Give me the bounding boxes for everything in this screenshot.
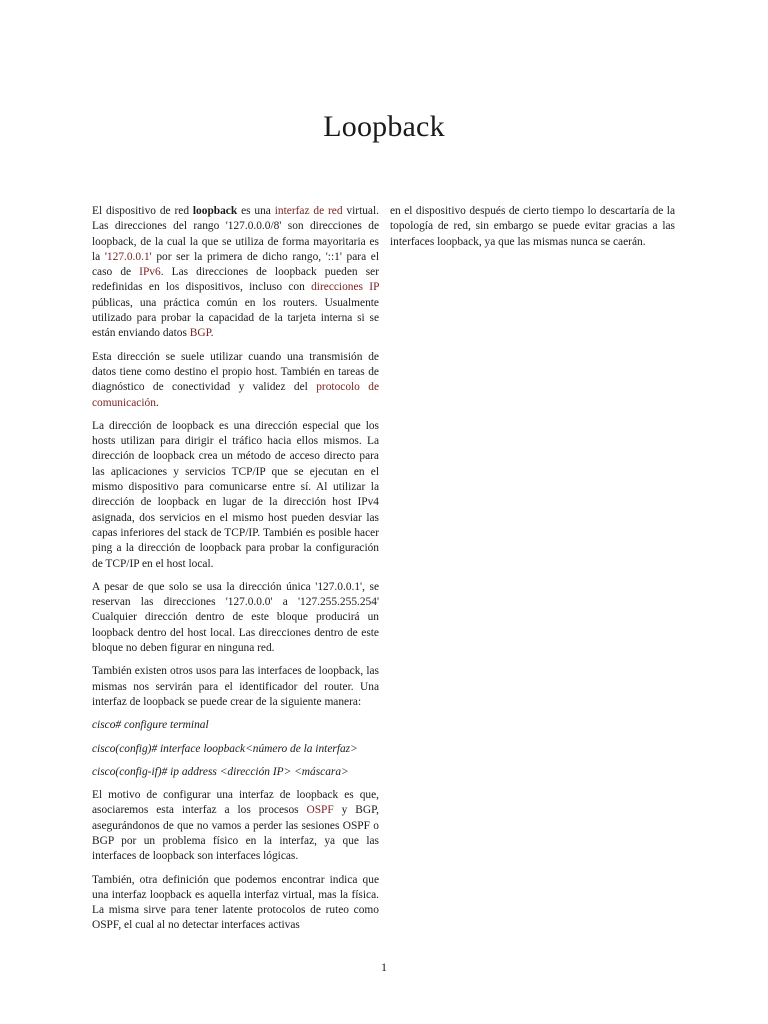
paragraph-usage — [92, 350, 379, 411]
link-direcciones-ip[interactable]: direcciones IP — [311, 281, 379, 294]
text-span: Esta dirección se suele utilizar cuando una transmisión de datos tiene como destino el propio host. También en tareas de diagnóstico de conectividad y validez del — [92, 350, 379, 394]
link-ospf[interactable]: OSPF — [306, 804, 334, 817]
code-line-ip-address: cisco(config-if)# ip address <dirección IP> <máscara> — [92, 765, 349, 778]
text-span: públicas, una práctica común en los routers. Usualmente utilizado para probar la capacidad de la tarjeta interna si se están enviando datos — [92, 296, 379, 340]
text-span: y BGP, asegurándonos de que no vamos a perder las sesiones OSPF o BGP por un problema físico en la interfaz, ya que las interfaces de loopback son interfaces lógicas. — [92, 804, 380, 863]
text-span: . — [155, 396, 159, 409]
page-number: 1 — [381, 960, 387, 974]
paragraph-special-address: La dirección de loopback es una dirección especial que los hosts utilizan para dirigir el tráfico hacia ellos mismos. La dirección de loopback crea un método de acceso directo para las aplicaciones y servicios TCP/IP que se ejecutan en el mismo dispositivo para comunicarse entre sí. Al utilizar la dirección de loopback en lugar de la dirección host IPv4 asignada, dos servicios en el mismo host pueden desviar las capas inferiores del stack de TCP/IP. También es posible hacer ping a la dirección de loopback para probar la configuración de TCP/IP en el host local. — [92, 419, 379, 570]
paragraph-definition: También, otra definición que podemos encontrar indica que una interfaz loopback es aquella interfaz virtual, mas la física. La misma sirve para tener latente protocolos de ruteo como OSPF, el cual al no detectar interfaces activas — [92, 873, 379, 932]
page-title: Loopback — [323, 110, 445, 143]
code-line-configure-terminal: cisco# configure terminal — [92, 719, 209, 732]
link-protocolo-de-comunicacion[interactable]: protocolo de comunicación — [92, 381, 379, 409]
code-line-interface-loopback: cisco(config)# interface loopback<número de la interfaz> — [92, 742, 358, 755]
paragraph-reserved-range: A pesar de que solo se usa la dirección única '127.0.0.1', se reservan las direcciones '127.0.0.0' a '127.255.255.254' Cualquier dirección dentro de este bloque producirá un loopback dentro del host local. Las direcciones dentro de este bloque no deben figurar en ninguna red. — [92, 580, 379, 655]
text-span: El motivo de configurar una interfaz de loopback es que, asociaremos esta interfaz a los procesos — [92, 789, 379, 817]
text-span: ' por ser la primera de dicho rango, '::1' para el caso de — [92, 250, 379, 279]
text-span: virtual. Las direcciones del rango '127.0.0.0/8' son direcciones de loopback, de la cual la que se utiliza de forma mayoritaria es la ' — [92, 205, 379, 263]
link-127-0-0-1[interactable]: 127.0.0.1 — [106, 250, 150, 263]
paragraph-intro — [92, 204, 379, 342]
text-span: . — [210, 327, 214, 340]
paragraph-motive — [92, 788, 379, 864]
left-column — [92, 204, 379, 942]
text-span: El dispositivo de red — [92, 205, 193, 217]
link-bgp[interactable]: BGP — [189, 327, 211, 340]
bold-term-loopback: loopback — [192, 205, 238, 217]
paragraph-other-uses: También existen otros usos para las interfaces de loopback, las mismas nos servirán para el identificador del router. Una interfaz de loopback se puede crear de la siguiente manera: — [92, 665, 379, 708]
text-span: es una — [237, 205, 275, 217]
link-interfaz-de-red[interactable]: interfaz de red — [274, 205, 343, 217]
text-span: . Las direcciones de loopback pueden ser redefinidas en los dispositivos, incluso con — [92, 266, 379, 294]
link-ipv6[interactable]: IPv6 — [139, 266, 161, 279]
paragraph-definition-continued: en el dispositivo después de cierto tiempo lo descartaría de la topología de red, sin embargo se puede evitar gracias a las interfaces loopback, ya que las mismas nunca se caerán. — [390, 205, 675, 248]
right-column — [390, 204, 675, 258]
